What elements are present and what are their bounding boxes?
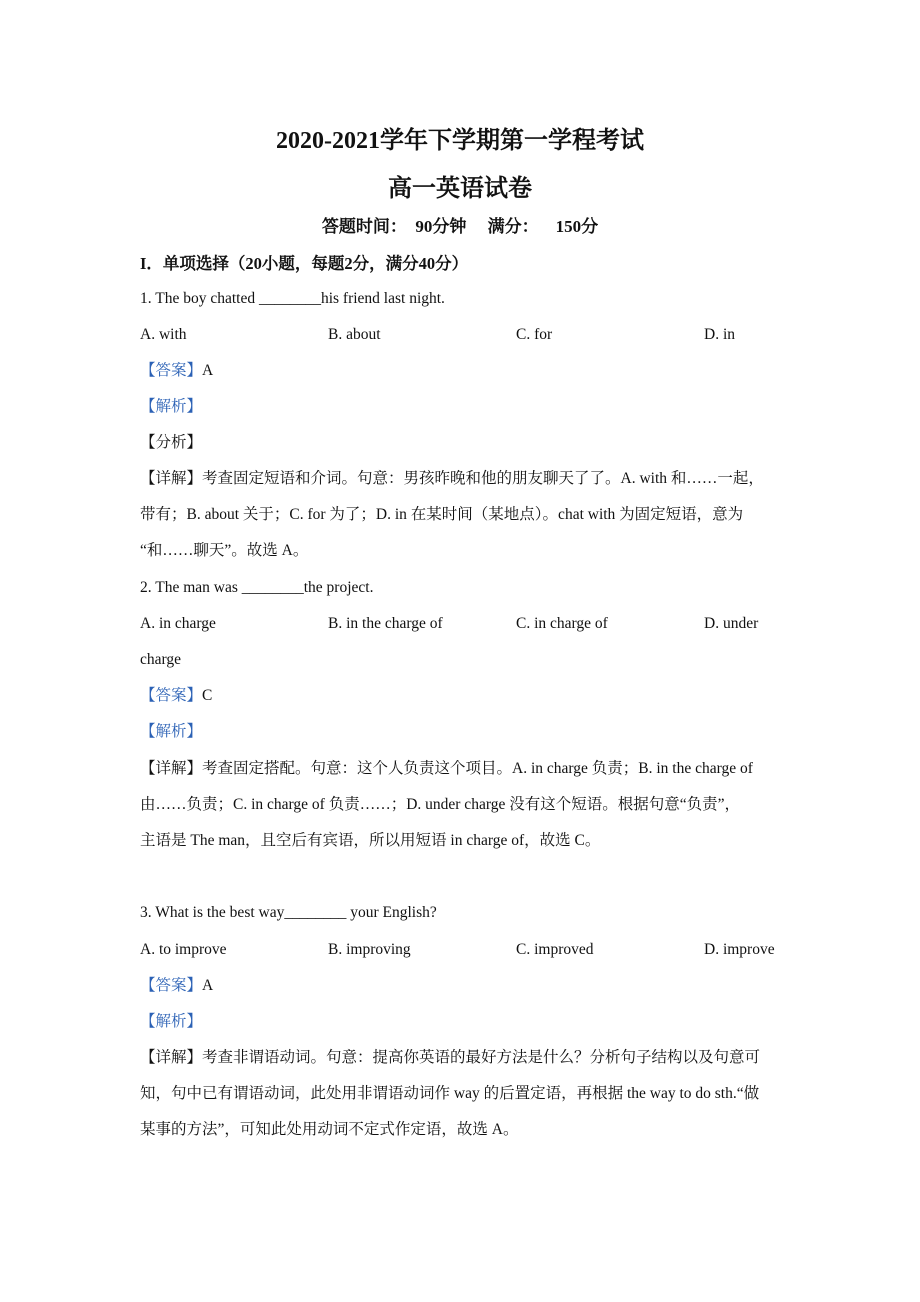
q2-option-c: C. in charge of [516,615,608,632]
exam-subtitle: 高一英语试卷 [388,176,532,202]
section-heading: I．单项选择（20小题，每题2分，满分40分） [140,254,469,273]
q1-detail-line-1 [140,469,764,489]
q3-detail-text-1: 考查非谓语动词。句意：提高你英语的最好方法是什么？分析句子结构以及句意可 [202,1049,761,1066]
q1-answer-value: A [202,362,214,379]
q1-option-b: B. about [328,326,381,343]
exam-title: 2020-2021学年下学期第一学程考试 [276,128,644,154]
q3-answer [140,976,213,996]
q1-fenxi-tag: 【分析】 [140,434,203,451]
exam-info: 答题时间： 90分钟 满分： 150分 [321,217,599,236]
q3-detail-line-2: 知，句中已有谓语动词，此处用非谓语动词作 way 的后置定语，再根据 the way to do sth.“做 [140,1085,760,1102]
q1-option-a: A. with [140,326,187,343]
q1-detail-line-2: 带有；B. about 关于；C. for 为了；D. in 在某时间（某地点）。chat with 为固定短语，意为 [140,506,744,523]
q1-option-d: D. in [704,326,735,343]
q1-option-c: C. for [516,326,553,343]
q1-answer [140,361,213,381]
q3-option-d: D. improve [704,941,775,958]
q2-analysis-tag: 【解析】 [140,723,203,740]
q2-option-a: A. in charge [140,615,216,632]
q2-option-wrap: charge [140,651,182,668]
q1-stem: 1. The boy chatted ________his friend last night. [140,290,445,307]
q3-answer-tag: 【答案】 [140,977,203,994]
q2-answer-tag: 【答案】 [140,687,203,704]
q2-stem: 2. The man was ________the project. [140,579,374,596]
q3-stem: 3. What is the best way________ your English? [140,904,437,921]
q3-answer-value: A [202,977,214,994]
q2-detail-line-2: 由……负责；C. in charge of 负责……；D. under charge 没有这个短语。根据句意“负责”， [140,796,740,813]
q2-detail-line-1 [140,759,753,779]
q2-answer [140,686,212,706]
q2-detail-tag: 【详解】 [140,760,203,777]
q2-option-b: B. in the charge of [328,615,443,632]
q3-option-b: B. improving [328,941,411,958]
q1-detail-text-1: 考查固定短语和介词。句意：男孩昨晚和他的朋友聊天了了。A. with 和……一起， [202,470,764,487]
q3-detail-tag: 【详解】 [140,1049,203,1066]
q3-analysis-tag: 【解析】 [140,1013,203,1030]
q1-detail-tag: 【详解】 [140,470,203,487]
q2-detail-line-3: 主语是 The man，且空后有宾语，所以用短语 in charge of，故选 C。 [140,832,601,849]
q2-answer-value: C [202,687,213,704]
q1-analysis-tag: 【解析】 [140,398,203,415]
q3-option-a: A. to improve [140,941,227,958]
q3-detail-line-1 [140,1048,760,1068]
q2-option-d: D. under [704,615,759,632]
q1-detail-line-3: “和……聊天”。故选 A。 [140,542,309,559]
q1-answer-tag: 【答案】 [140,362,203,379]
q3-option-c: C. improved [516,941,594,958]
q2-detail-text-1: 考查固定搭配。句意：这个人负责这个项目。A. in charge 负责；B. in the charge of [202,760,753,777]
q3-detail-line-3: 某事的方法”，可知此处用动词不定式作定语，故选 A。 [140,1121,519,1138]
